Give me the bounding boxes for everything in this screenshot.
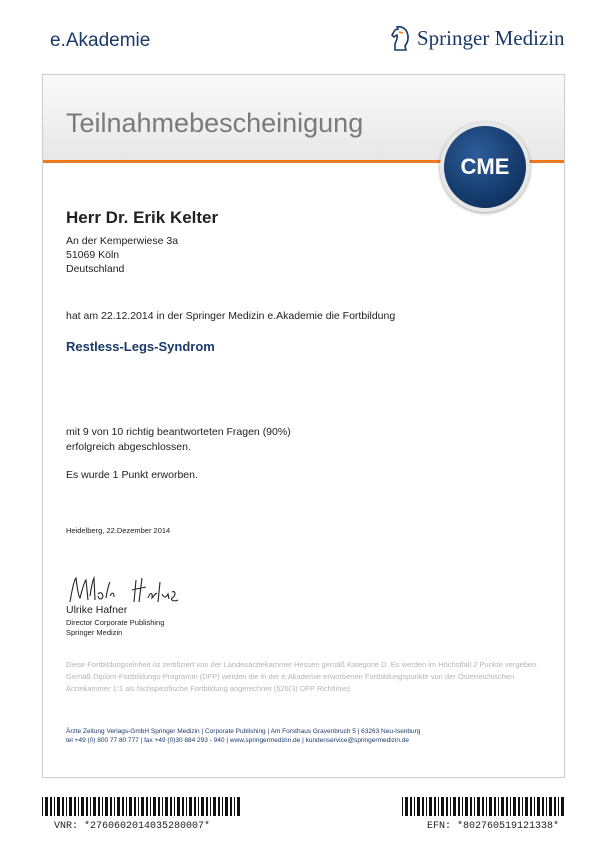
address-line: An der Kemperwiese 3a <box>66 235 179 247</box>
course-title: Restless-Legs-Syndrom <box>66 339 215 354</box>
result-line: erfolgreich abgeschlossen. <box>66 441 191 453</box>
publisher-footer <box>66 727 548 745</box>
points-text: Es wurde 1 Punkt erworben. <box>66 469 198 481</box>
springer-medizin-wordmark: Springer Medizin <box>417 25 565 50</box>
signer-name: Ulrike Hafner <box>66 604 128 616</box>
e-akademie-logo: e.Akademie <box>50 30 151 51</box>
efn-code: EFN: *802760519121338* <box>427 821 560 832</box>
cme-badge: CME <box>440 122 530 212</box>
place-date: Heidelberg, 22.Dezember 2014 <box>66 526 171 535</box>
intro-text: hat am 22.12.2014 in der Springer Medizin e.Akademie die Fortbildung <box>66 310 396 322</box>
certificate-title: Teilnahmebescheinigung <box>66 108 364 138</box>
recipient-name: Herr Dr. Erik Kelter <box>66 208 219 227</box>
address-line: 51069 Köln <box>66 249 120 261</box>
efn-barcode <box>402 797 564 816</box>
footer-line: Ärzte Zeitung Verlags-GmbH Springer Medizin | Corporate Publishing | Am Forsthaus Gravenbruch 5 | 63263 Neu-Isenburg <box>66 728 421 735</box>
footer-line: tel +49 (0) 800 77 80 777 | fax +49 (0)30 884 293 - 940 | www.springermedizin.de | kundenservice@springermedizin.de <box>66 737 410 744</box>
vnr-code: VNR: *2760602014035280007* <box>54 821 211 832</box>
knight-horse-icon <box>388 24 412 52</box>
signer-role <box>66 618 164 637</box>
result-line: mit 9 von 10 richtig beantworteten Fragen (90%) <box>66 426 291 438</box>
result-text <box>66 425 291 455</box>
vnr-barcode <box>42 797 242 816</box>
handwritten-signature <box>66 572 196 608</box>
springer-medizin-logo <box>388 24 565 52</box>
signer-role-line: Director Corporate Publishing <box>66 618 165 627</box>
signer-role-line: Springer Medizin <box>66 627 123 637</box>
recipient-address <box>66 234 178 276</box>
certification-disclaimer: Diese Fortbildungseinheit ist zertifiziert von der Landesärztekammer Hessen gemäß Kategorie D. Es werden im Höchstfall 2 Punkte vergeben. Gemäß Diplom-Fortbildungs-Programm (DFP) werden die in der e.Akademie erworbenen Fortbildungspunkte von der Österreichischen Ärztekammer 1:1 als fachspezifische Fortbildung angerechnet (§26(3) DFP Richtlinie). <box>66 660 539 693</box>
address-line: Deutschland <box>66 263 125 275</box>
certificate-card <box>42 74 565 778</box>
